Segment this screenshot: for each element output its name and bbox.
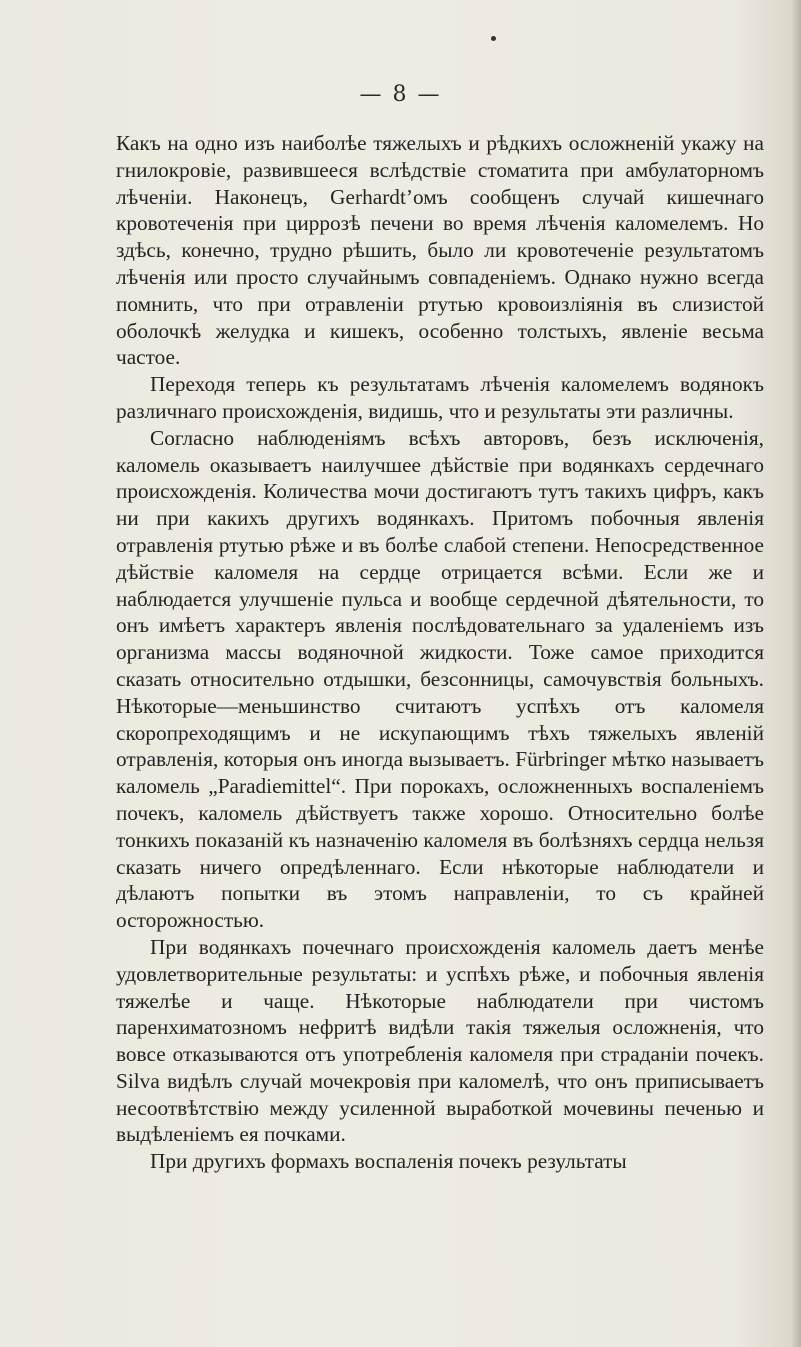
paragraph-5: При другихъ формахъ воспаленія почекъ результаты — [150, 1149, 627, 1174]
paragraph-1: Какъ на одно изъ наиболѣе тяжелыхъ и рѣдкихъ осложненій укажу на гнилокровіе, развившееся вслѣдствіе стоматита при амбулаторномъ лѣченіи. Наконецъ, Gerhardt’омъ сообщенъ случай кишечнаго кровотеченія при циррозѣ печени во время лѣченія каломелемъ. Но здѣсь, конечно, трудно рѣшить, было ли кровотеченіе результатомъ лѣченія или просто случайнымъ совпаденіемъ. Однако нужно всегда помнить, что при отравленіи ртутью кровоизліянія въ слизистой оболочкѣ желудка и кишекъ, особенно толстыхъ, явленіе весьма частое. — [116, 131, 764, 370]
paragraph-4: При водянкахъ почечнаго происхожденія каломель даетъ менѣе удовлетворительные результаты: и успѣхъ рѣже, и побочныя явленія тяжелѣе и чаще. Нѣкоторые наблюдатели при чистомъ паренхиматозномъ нефритѣ видѣли такія тяжелыя осложненія, что вовсе отказываются отъ употребленія каломеля при страданіи почекъ. Silva видѣлъ случай мочекровія при каломелѣ, что онъ приписываетъ несоотвѣтствію между усиленной выработкой мочевины печенью и выдѣленіемъ ея почками. — [116, 934, 764, 1147]
page-edge-shadow — [791, 0, 801, 1347]
paragraph-3: Согласно наблюденіямъ всѣхъ авторовъ, безъ исключенія, каломель оказываетъ наилучшее дѣйствіе при водянкахъ сердечнаго происхожденія. Количества мочи достигаютъ тутъ такихъ цифръ, какъ ни при какихъ другихъ водянкахъ. Притомъ побочныя явленія отравленія ртутью рѣже и въ болѣе слабой степени. Непосредственное дѣйствіе каломеля на сердце отрицается всѣми. Если же и наблюдается улучшеніе пульса и вообще сердечной дѣятельности, то онъ имѣетъ характеръ явленія послѣдовательнаго за удаленіемъ изъ организма массы водяночной жидкости. Тоже самое приходится сказать относительно отдышки, безсонницы, самочувствія больныхъ. Нѣкоторые—меньшинство считаютъ успѣхъ отъ каломеля скоропреходящимъ и не искупающимъ тѣхъ тяжелыхъ явленій отравленія, которыя онъ иногда вызываетъ. Fürbringer мѣтко называетъ каломель „Paradiemittel“. При порокахъ, осложненныхъ воспаленіемъ почекъ, каломель дѣйствуетъ также хорошо. Относительно болѣе тонкихъ показаній къ назначенію каломеля въ болѣзняхъ сердца нельзя сказать ничего опредѣленнаго. Если нѣкоторые наблюдатели и дѣлаютъ попытки въ этомъ направленіи, то съ крайней осторожностью. — [116, 425, 764, 933]
ink-speck — [491, 36, 496, 41]
paragraph-2: Переходя теперь къ результатамъ лѣченія каломелемъ водянокъ различнаго происхожденія, видишь, что и результаты эти различны. — [116, 372, 764, 423]
page-number: — 8 — — [359, 82, 442, 107]
body-text — [116, 130, 764, 1175]
